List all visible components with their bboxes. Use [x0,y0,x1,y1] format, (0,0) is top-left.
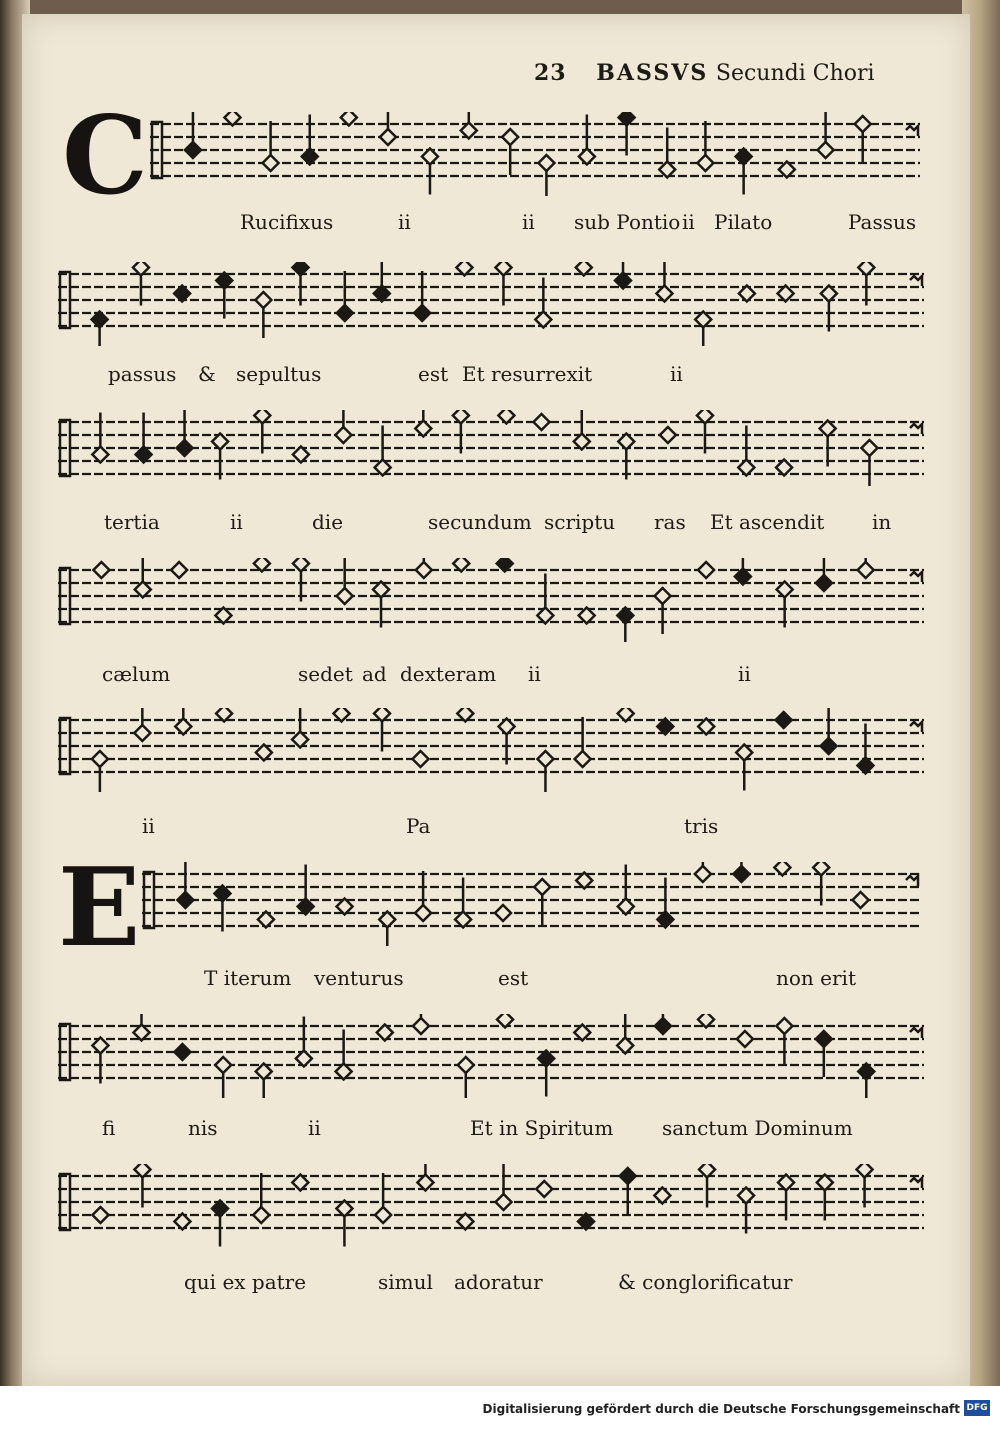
lyric-syllable: Pa [406,814,431,838]
lyrics-line-1 [58,210,924,244]
lyric-syllable: nis [188,1116,218,1140]
note-icon [498,410,514,424]
note-icon [817,1175,833,1221]
lyric-syllable: ii [682,210,695,234]
lyric-syllable: Et resurrexit [462,362,593,386]
note-icon [861,440,877,486]
lyric-syllable: Rucifixus [240,210,334,234]
note-icon [380,112,396,145]
note-icon [659,128,675,178]
note-icon [373,582,389,628]
lyric-syllable: est [418,362,449,386]
note-icon [821,708,837,754]
note-icon [618,865,634,915]
custos-icon [906,876,918,886]
note-icon [136,413,152,463]
note-icon [174,1214,190,1230]
note-icon [617,1014,633,1054]
lyrics-line-8 [58,1270,924,1304]
music-staff-2 [58,262,924,346]
note-icon [858,262,874,306]
note-icon [337,271,353,321]
note-icon [177,862,193,908]
note-icon [263,121,279,171]
note-icon [739,286,755,302]
lyric-syllable: adoratur [454,1270,543,1294]
note-icon [212,434,228,480]
note-icon [174,286,190,302]
note-icon [92,1207,108,1223]
note-icon [174,1044,190,1060]
note-icon [416,558,432,578]
note-icon [617,608,633,643]
lyric-syllable: cælum [102,662,171,686]
note-icon [777,582,793,628]
note-icon [422,149,438,195]
note-icon [496,1164,512,1210]
note-icon [92,413,108,463]
note-icon [337,558,353,604]
lyric-syllable: ii [230,510,243,534]
digitization-footer [0,1386,1000,1436]
music-staff-8 [58,1164,924,1248]
lyric-syllable: non erit [776,966,856,990]
lyric-syllable: Et in Spiritum [470,1116,614,1140]
lyric-syllable: ras [654,510,686,534]
note-icon [379,912,395,947]
lyric-syllable: dexteram [400,662,497,686]
lyric-syllable: in [872,510,892,534]
custos-icon [910,424,922,434]
note-icon [698,562,714,578]
lyric-syllable: ad [362,662,387,686]
note-icon [413,751,429,767]
note-icon [853,892,869,908]
note-icon [134,708,150,741]
note-icon [816,1031,832,1077]
note-icon [738,1188,754,1234]
lyric-syllable: secundum [428,510,532,534]
lyric-syllable: simul [378,1270,433,1294]
part-name: BASSVS [596,60,709,86]
note-icon [298,865,314,915]
music-staff-4 [58,558,924,642]
note-icon [374,262,390,302]
dfg-logo: DFG [964,1400,990,1416]
note-icon [171,562,187,578]
note-icon [858,558,874,578]
note-icon [92,312,108,347]
note-icon [534,879,550,925]
note-icon [375,1173,391,1223]
custos-icon [906,126,918,136]
note-icon [502,129,518,175]
lyric-syllable: est [498,966,529,990]
custos-icon [910,1028,922,1038]
lyric-syllable: sanctum Dominum [662,1116,853,1140]
note-icon [736,149,752,195]
music-staff-7 [58,1014,924,1098]
note-icon [695,312,711,347]
note-icon [461,112,477,139]
lyrics-line-4 [58,662,924,696]
note-icon [821,286,837,332]
initial-letter-e: E [58,845,141,971]
note-icon [776,1018,792,1064]
note-icon [92,1038,108,1084]
lyric-syllable: ii [142,814,155,838]
initial-letter-c: C [62,93,148,219]
custos-icon [910,572,922,582]
note-icon [375,426,391,476]
lyric-syllable: Passus [848,210,917,234]
note-icon [737,1031,753,1047]
lyric-syllable: scriptu [544,510,616,534]
note-icon [533,414,549,430]
music-staff-1 [150,112,920,196]
note-icon [654,1188,670,1204]
lyric-syllable: & conglorificatur [618,1270,793,1294]
note-icon [855,116,871,162]
lyrics-line-6 [58,966,924,1000]
note-icon [256,1064,272,1099]
note-icon [538,1051,554,1097]
note-icon [738,426,754,476]
lyric-syllable: fi [102,1116,116,1140]
note-icon [778,1175,794,1221]
note-icon [413,1014,429,1034]
lyric-syllable: ii [522,210,535,234]
note-icon [415,410,431,437]
lyric-syllable: Et ascendit [710,510,825,534]
lyric-syllable: sub Pontio [574,210,681,234]
lyrics-line-2 [58,362,924,396]
note-icon [776,712,792,728]
note-icon [336,1030,352,1080]
note-icon [133,1014,149,1041]
note-icon [253,1173,269,1223]
note-icon [214,886,230,932]
note-icon [93,562,109,578]
note-icon [185,112,201,158]
note-icon [175,708,191,735]
note-icon [697,121,713,171]
funding-credit: Digitalisierung gefördert durch die Deutsche Forschungsgemeinschaft [482,1402,960,1416]
lyric-syllable: ii [398,210,411,234]
custos-icon [910,276,922,286]
note-icon [736,745,752,791]
note-icon [336,1201,352,1247]
note-icon [618,434,634,480]
note-icon [535,278,551,328]
note-icon [820,421,836,467]
note-icon [292,708,308,748]
page-number: 23 [534,60,567,86]
note-icon [302,115,318,165]
custos-icon [910,1178,922,1188]
lyric-syllable: sepultus [236,362,322,386]
note-icon [574,410,590,450]
note-icon [655,1014,671,1034]
lyric-syllable: ii [528,662,541,686]
note-icon [660,427,676,443]
note-icon [618,708,634,722]
lyric-syllable: die [312,510,344,534]
custos-icon [910,722,922,732]
page-header [534,60,875,96]
note-icon [495,905,511,921]
note-icon [212,1201,228,1247]
lyric-syllable: Pilato [714,210,773,234]
note-icon [735,558,751,585]
lyric-syllable: T iterum [204,966,292,990]
note-icon [255,292,271,338]
note-icon [135,558,151,598]
lyric-syllable: sedet [298,662,353,686]
lyric-syllable: venturus [314,966,404,990]
note-icon [857,724,873,774]
note-icon [657,878,673,928]
note-icon [455,878,471,928]
lyric-syllable: qui ex patre [184,1270,307,1294]
note-icon [499,719,515,765]
note-icon [258,912,274,928]
music-staff-3 [58,410,924,494]
note-icon [296,1017,312,1067]
note-icon [858,1064,874,1099]
note-icon [774,862,790,876]
lyric-syllable: ii [308,1116,321,1140]
lyric-syllable: ii [738,662,751,686]
note-icon [414,271,430,321]
lyric-syllable: ii [670,362,683,386]
note-icon [733,862,749,882]
part-subtitle: Secundi Chori [715,61,875,86]
note-icon [575,717,591,767]
note-icon [656,262,672,302]
lyric-syllable: & [198,362,216,386]
lyrics-line-7 [58,1116,924,1150]
note-icon [695,862,711,882]
note-icon [415,871,431,921]
music-staff-5 [58,708,924,792]
lyric-syllable: passus [108,362,177,386]
note-icon [818,112,834,158]
lyrics-line-5 [58,814,924,848]
note-icon [177,410,193,456]
note-icon [417,1164,433,1191]
lyric-syllable: tris [684,814,719,838]
note-icon [335,410,351,443]
note-icon [620,1168,636,1214]
note-icon [537,574,553,624]
lyric-syllable: tertia [104,510,160,534]
note-icon [655,588,671,634]
music-staff-6 [142,862,920,946]
lyrics-line-3 [58,510,924,544]
note-icon [536,1181,552,1197]
note-icon [816,558,832,591]
note-icon [579,115,595,165]
note-icon [216,273,232,319]
note-icon [615,262,631,289]
